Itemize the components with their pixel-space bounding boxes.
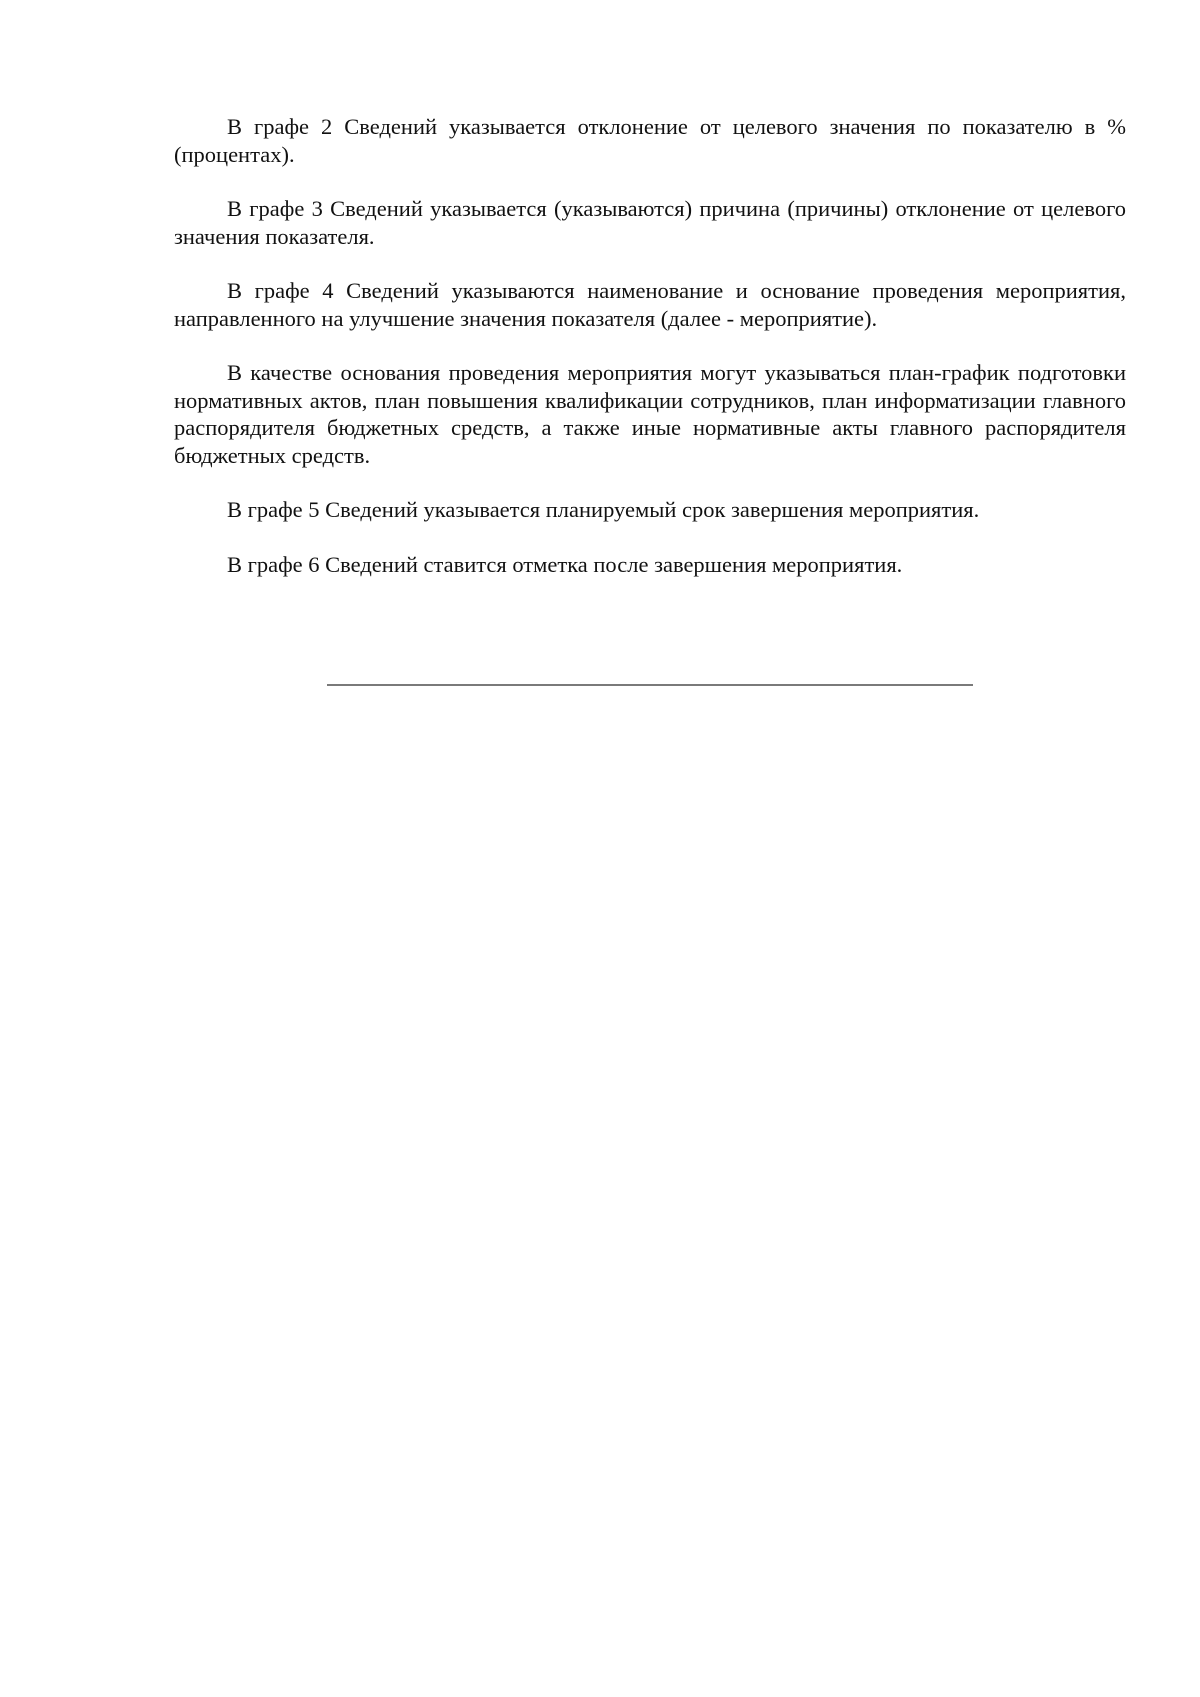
- paragraph-column-2: В графе 2 Сведений указывается отклонение от целевого значения по показателю в % (процентах).: [174, 114, 1126, 167]
- paragraph-column-5: В графе 5 Сведений указывается планируемый срок завершения мероприятия.: [227, 497, 980, 522]
- paragraph-column-6: В графе 6 Сведений ставится отметка после завершения мероприятия.: [227, 551, 903, 577]
- paragraph-basis: В качестве основания проведения мероприятия могут указываться план-график подготовки нормативных актов, план повышения квалификации сотрудников, план информатизации главного распорядителя бюджетных средств, а также иные нормативные акты главного распорядителя бюджетных средств.: [174, 360, 1126, 468]
- end-divider-line: [327, 684, 973, 686]
- paragraph-column-4: В графе 4 Сведений указываются наименование и основание проведения мероприятия, направленного на улучшение значения показателя (далее - мероприятие).: [174, 278, 1126, 331]
- document-body: [174, 113, 1126, 605]
- paragraph-column-3: В графе 3 Сведений указывается (указываются) причина (причины) отклонение от целевого значения показателя.: [174, 196, 1126, 249]
